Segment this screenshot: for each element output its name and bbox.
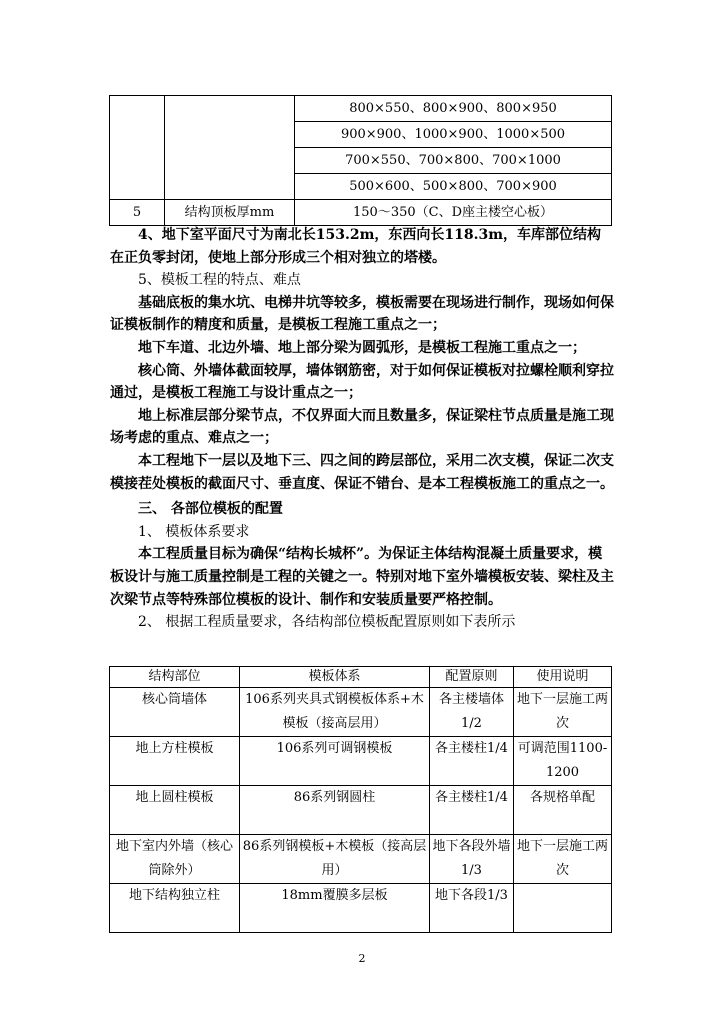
table-cell: 150～350（C、D座主楼空心板） [295,200,612,226]
table-cell: 地下室内外墙（核心筒除外） [110,835,240,884]
table-cell: 地下结构独立柱 [110,884,240,933]
table-cell [514,884,612,933]
table-cell: 700×550、700×800、700×1000 [295,148,612,174]
subsection-heading: 1、 模板体系要求 [138,523,250,540]
table-header-cell: 配置原则 [430,667,514,688]
section-heading: 5、模板工程的特点、难点 [138,272,301,289]
table-cell: 各主楼柱1/4 [430,737,514,786]
table-cell: 各规格单配 [514,786,612,835]
paragraph: 本工程地下一层以及地下三、四之间的跨层部位，采用二次支模，保证二次支模接茬处模板的截面尺寸、垂直度、保证不错台、是本工程模板施工的重点之一。 [110,452,614,492]
table-row [110,96,612,122]
paragraph: 本工程质量目标为确保“结构长城杯”。为保证主体结构混凝土质量要求，模板设计与施工质量控制是工程的关键之一。特别对地下室外墙模板安装、梁柱及主次梁节点等特殊部位模板的设计、制作和安装质量要严格控制。 [110,546,614,608]
table-cell: 900×900、1000×900、1000×500 [295,122,612,148]
table-cell: 106系列可调钢模板 [240,737,430,786]
paragraph: 基础底板的集水坑、电梯井坑等较多，模板需要在现场进行制作，现场如何保证模板制作的精度和质量，是模板工程施工重点之一； [110,294,614,334]
table-header-cell: 使用说明 [514,667,612,688]
table-cell: 各主楼墙体1/2 [430,688,514,737]
table-cell: 106系列夹具式钢模板体系+木模板（接高层用） [240,688,430,737]
table-cell: 地上圆柱模板 [110,786,240,835]
table-row [110,200,612,226]
formwork-config-table [109,666,612,933]
table-cell: 18mm覆膜多层板 [240,884,430,933]
table-cell: 核心筒墙体 [110,688,240,737]
table-header-cell: 结构部位 [110,667,240,688]
table-cell: 地下各段外墙1/3 [430,835,514,884]
table-cell: 可调范围1100-1200 [514,737,612,786]
table-cell: 800×550、800×900、800×950 [295,96,612,122]
section-size-table [109,95,612,226]
table-cell: 地下一层施工两次 [514,835,612,884]
table-cell: 地上方柱模板 [110,737,240,786]
table-cell: 各主楼柱1/4 [430,786,514,835]
table-cell: 86系列钢圆柱 [240,786,430,835]
table-cell: 500×600、500×800、700×900 [295,174,612,200]
page-number: 2 [358,952,366,965]
table-row [110,835,612,884]
body-text [110,224,615,634]
table-cell [165,96,295,200]
table-cell: 结构顶板厚mm [165,200,295,226]
table-header-cell: 模板体系 [240,667,430,688]
table-cell: 地下各段1/3 [430,884,514,933]
paragraph: 地下车道、北边外墙、地上部分梁为圆弧形，是模板工程施工重点之一； [138,339,586,356]
table-cell: 地下一层施工两次 [514,688,612,737]
subsection-heading: 2、 根据工程质量要求，各结构部位模板配置原则如下表所示 [138,614,516,631]
section-heading: 三、 各部位模板的配置 [138,501,283,518]
table-header-row [110,667,612,688]
paragraph: 地上标准层部分梁节点，不仅界面大而且数量多，保证梁柱节点质量是施工现场考虑的重点、难点之一； [110,407,614,447]
table-row [110,737,612,786]
paragraph: 4、地下室平面尺寸为南北长153.2m，东西向长118.3m，车库部位结构在正负零封闭，使地上部分形成三个相对独立的塔楼。 [110,227,602,266]
table-cell: 5 [110,200,165,226]
table-row [110,884,612,933]
table-cell [110,96,165,200]
table-row [110,786,612,835]
paragraph: 核心筒、外墙体截面较厚，墙体钢筋密，对于如何保证模板对拉螺栓顺利穿拉通过，是模板工程施工与设计重点之一； [110,362,614,402]
table-cell: 86系列钢模板+木模板（接高层用） [240,835,430,884]
table-row [110,688,612,737]
